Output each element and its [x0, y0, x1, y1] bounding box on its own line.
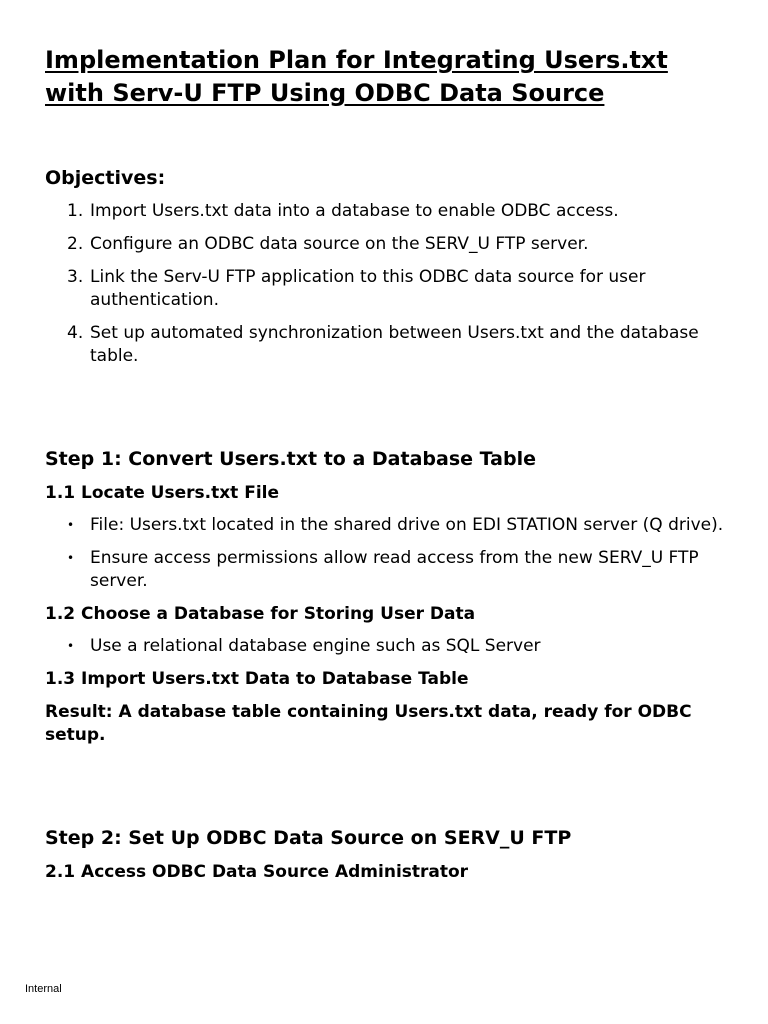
objective-text: Link the Serv-U FTP application to this ODBC data source for user authentication. [90, 267, 646, 310]
step2-1-heading: 2.1 Access ODBC Data Source Administrator [45, 862, 469, 882]
objective-item [45, 233, 735, 256]
step1-2-heading: 1.2 Choose a Database for Storing User Data [45, 604, 476, 624]
bullet-item [45, 547, 735, 593]
objective-text: Set up automated synchronization between Users.txt and the database table. [90, 323, 699, 366]
step1-heading: Step 1: Convert Users.txt to a Database Table [45, 448, 536, 470]
bullet-text: File: Users.txt located in the shared drive on EDI STATION server (Q drive). [90, 515, 724, 535]
bullet-dot-icon: • [67, 639, 75, 653]
bullet-text: Use a relational database engine such as SQL Server [90, 636, 541, 656]
document-title-line-2: with Serv-U FTP Using ODBC Data Source [45, 79, 605, 107]
step1-result: Result: A database table containing Users.txt data, ready for ODBC setup. [45, 702, 692, 745]
objective-number: 4. [67, 323, 84, 343]
step1-2-bullet-list [45, 635, 735, 658]
objective-number: 3. [67, 267, 84, 287]
objective-text: Import Users.txt data into a database to enable ODBC access. [90, 201, 619, 221]
objective-number: 2. [67, 234, 84, 254]
objectives-heading: Objectives: [45, 167, 166, 189]
objective-item [45, 200, 735, 223]
classification-label: Internal [25, 983, 62, 995]
step1-3-heading: 1.3 Import Users.txt Data to Database Table [45, 669, 469, 689]
bullet-text: Ensure access permissions allow read access from the new SERV_U FTP server. [90, 548, 699, 591]
bullet-dot-icon: • [67, 518, 75, 532]
document-title [45, 44, 735, 110]
objective-item [45, 322, 735, 368]
step2-heading: Step 2: Set Up ODBC Data Source on SERV_U FTP [45, 827, 572, 849]
step1-1-bullet-list [45, 514, 735, 593]
bullet-item [45, 514, 735, 537]
bullet-dot-icon: • [67, 551, 75, 565]
objective-item [45, 266, 735, 312]
objectives-list [45, 200, 735, 368]
step1-1-heading: 1.1 Locate Users.txt File [45, 483, 280, 503]
document-title-line-1: Implementation Plan for Integrating Users.txt [45, 46, 668, 74]
objective-number: 1. [67, 201, 84, 221]
bullet-item [45, 635, 735, 658]
objective-text: Configure an ODBC data source on the SERV_U FTP server. [90, 234, 589, 254]
document-page [45, 44, 735, 883]
